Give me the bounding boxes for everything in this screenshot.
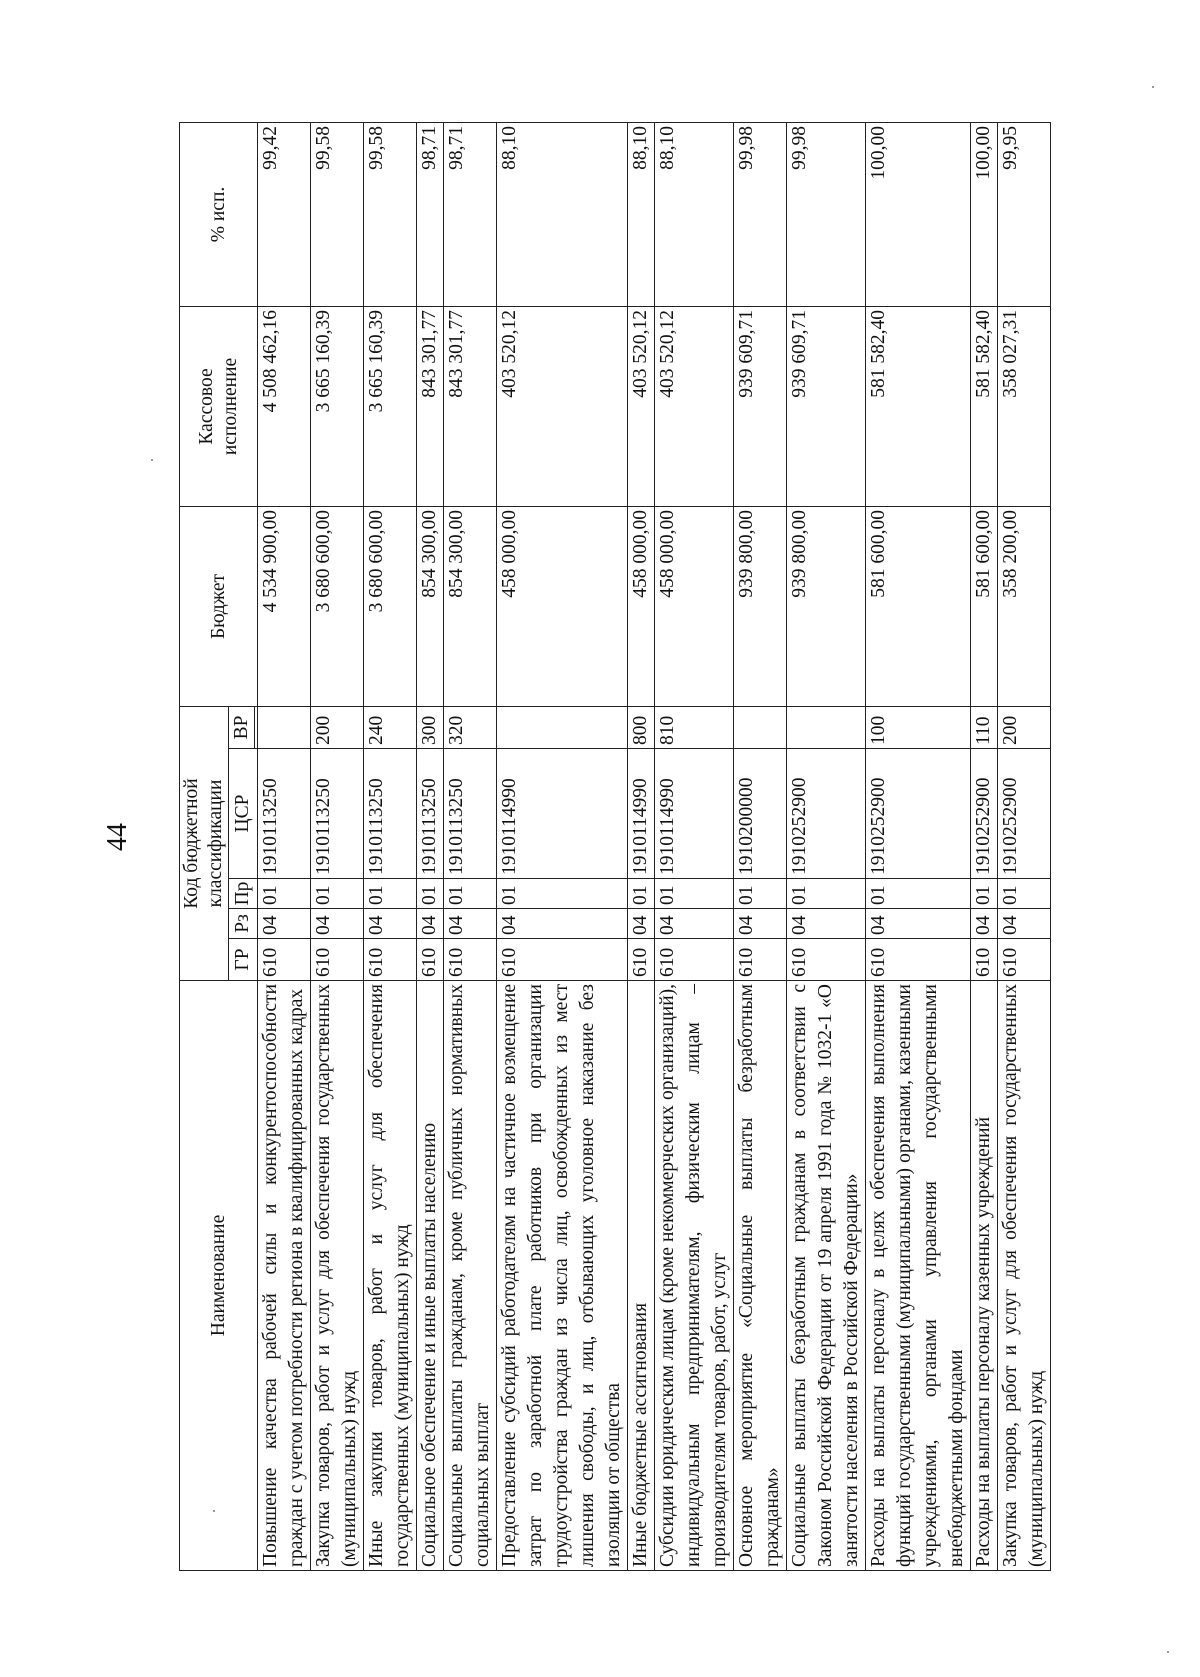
cell-percent: 99,98 [787,122,866,306]
cell-rz: 04 [787,909,866,939]
cell-name: Предоставление субсидий работодателям на частичное возмещение затрат по заработной плате работников при организации трудоустройства граждан из числа лиц, освобожденных из мест лишения свободы, и лиц, отбывающих уголовное наказание без изоляции от общества [497,981,628,1571]
table-row [787,122,866,1570]
cell-gr: 610 [258,939,311,981]
cell-rz: 04 [971,909,998,939]
table-row [734,122,787,1570]
cell-gr: 610 [628,939,655,981]
cell-vr: 110 [971,706,998,748]
cell-gr: 610 [497,939,628,981]
cell-budget: 581 600,00 [866,506,971,706]
cell-cash: 403 520,12 [655,306,734,506]
cell-name: Социальное обеспечение и иные выплаты населению [417,981,444,1571]
cell-rz: 04 [866,909,971,939]
cell-vr: 800 [628,706,655,748]
cell-pr: 01 [258,879,311,909]
cell-cash: 3 665 160,39 [311,306,364,506]
cell-budget: 939 800,00 [734,506,787,706]
cell-percent: 88,10 [497,122,628,306]
cell-rz: 04 [497,909,628,939]
cell-rz: 04 [655,909,734,939]
cell-pr: 01 [998,879,1051,909]
cell-gr: 610 [866,939,971,981]
cell-budget: 581 600,00 [971,506,998,706]
cell-rz: 04 [258,909,311,939]
cell-cash: 358 027,31 [998,306,1051,506]
cell-percent: 99,95 [998,122,1051,306]
cell-vr: 320 [444,706,497,748]
cell-gr: 610 [364,939,417,981]
cell-pr: 01 [655,879,734,909]
cell-budget: 458 000,00 [655,506,734,706]
cell-cash: 843 301,77 [444,306,497,506]
cell-csr: 1910113250 [258,749,311,879]
cell-budget: 4 534 900,00 [258,506,311,706]
cell-budget: 3 680 600,00 [364,506,417,706]
cell-vr: 200 [311,706,364,748]
cell-budget: 3 680 600,00 [311,506,364,706]
cell-cash: 4 508 462,16 [258,306,311,506]
table-row [364,122,417,1570]
cell-csr: 1910114990 [497,749,628,879]
header-pr: Пр [229,879,258,909]
cell-vr [734,706,787,748]
cell-rz: 04 [628,909,655,939]
cell-pr: 01 [444,879,497,909]
cell-gr: 610 [655,939,734,981]
header-gr: ГР [229,939,258,981]
scan-speck [1152,86,1154,88]
cell-name: Социальные выплаты безработным гражданам в соответствии с Законом Российской Федерации от 19 апреля 1991 года № 1032-1 «О занятости населения в Российской Федерации» [787,981,866,1571]
scan-speck [151,459,153,461]
cell-csr: 1910114990 [655,749,734,879]
cell-percent: 88,10 [628,122,655,306]
table-row [417,122,444,1570]
header-csr: ЦСР [229,749,258,879]
cell-rz: 04 [417,909,444,939]
cell-csr: 1910252900 [787,749,866,879]
cell-pr: 01 [866,879,971,909]
header-cash: Кассовое исполнение [180,306,258,506]
cell-vr: 810 [655,706,734,748]
table-row [866,122,971,1570]
cell-pr: 01 [628,879,655,909]
cell-cash: 3 665 160,39 [364,306,417,506]
cell-pr: 01 [364,879,417,909]
cell-cash: 403 520,12 [497,306,628,506]
cell-csr: 1910113250 [444,749,497,879]
cell-vr [497,706,628,748]
cell-vr: 100 [866,706,971,748]
cell-pr: 01 [311,879,364,909]
cell-pr: 01 [971,879,998,909]
cell-gr: 610 [734,939,787,981]
cell-csr: 1910252900 [998,749,1051,879]
cell-vr: 200 [998,706,1051,748]
cell-cash: 843 301,77 [417,306,444,506]
table-row [655,122,734,1570]
cell-pr: 01 [734,879,787,909]
cell-percent: 99,98 [734,122,787,306]
cell-rz: 04 [998,909,1051,939]
cell-budget: 358 200,00 [998,506,1051,706]
table-body [258,122,1051,1570]
cell-cash: 581 582,40 [971,306,998,506]
cell-gr: 610 [417,939,444,981]
cell-csr: 1910200000 [734,749,787,879]
cell-csr: 1910252900 [971,749,998,879]
cell-csr: 1910113250 [417,749,444,879]
header-name: Наименование [180,981,258,1571]
table-row [497,122,628,1570]
cell-gr: 610 [787,939,866,981]
cell-name: Основное мероприятие «Социальные выплаты безработным гражданам» [734,981,787,1571]
cell-rz: 04 [311,909,364,939]
table-row [628,122,655,1570]
header-code-group: Код бюджетной классификации [180,706,229,980]
cell-vr [787,706,866,748]
cell-gr: 610 [311,939,364,981]
scan-speck [1167,1651,1169,1653]
cell-cash: 581 582,40 [866,306,971,506]
cell-name: Иные бюджетные ассигнования [628,981,655,1571]
cell-rz: 04 [364,909,417,939]
cell-budget: 854 300,00 [417,506,444,706]
cell-csr: 1910252900 [866,749,971,879]
cell-percent: 99,58 [364,122,417,306]
header-rz: Рз [229,909,258,939]
cell-name: Повышение качества рабочей силы и конкурентоспособности граждан с учетом потребности региона в квалифицированных кадрах [258,981,311,1571]
cell-budget: 458 000,00 [497,506,628,706]
cell-budget: 939 800,00 [787,506,866,706]
cell-name: Иные закупки товаров, работ и услуг для обеспечения государственных (муниципальных) нужд [364,981,417,1571]
cell-budget: 458 000,00 [628,506,655,706]
cell-pr: 01 [497,879,628,909]
cell-percent: 98,71 [417,122,444,306]
header-vr: ВР [229,706,255,748]
table-row [998,122,1051,1570]
cell-name: Закупка товаров, работ и услуг для обеспечения государственных (муниципальных) нужд [998,981,1051,1571]
header-budget: Бюджет [180,506,258,706]
cell-percent: 88,10 [655,122,734,306]
cell-pr: 01 [417,879,444,909]
cell-name: Субсидии юридическим лицам (кроме некоммерческих организаций), индивидуальным предпринимателям, физическим лицам – производителям товаров, работ, услуг [655,981,734,1571]
rotated-table-container [179,123,1049,1571]
budget-table [179,122,1051,1571]
cell-cash: 939 609,71 [734,306,787,506]
cell-budget: 854 300,00 [444,506,497,706]
table-row [311,122,364,1570]
cell-cash: 939 609,71 [787,306,866,506]
cell-percent: 99,58 [311,122,364,306]
cell-rz: 04 [444,909,497,939]
cell-gr: 610 [998,939,1051,981]
cell-name: Расходы на выплаты персоналу в целях обеспечения выполнения функций государственными (муниципальными) органами, казенными учреждениями, органами управления государственными внебюджетными фондами [866,981,971,1571]
table-row [444,122,497,1570]
cell-vr [258,706,311,748]
cell-name: Социальные выплаты гражданам, кроме публичных нормативных социальных выплат [444,981,497,1571]
cell-rz: 04 [734,909,787,939]
cell-cash: 403 520,12 [628,306,655,506]
cell-name: Закупка товаров, работ и услуг для обеспечения государственных (муниципальных) нужд [311,981,364,1571]
cell-csr: 1910113250 [364,749,417,879]
cell-percent: 98,71 [444,122,497,306]
cell-csr: 1910113250 [311,749,364,879]
cell-name: Расходы на выплаты персоналу казенных учреждений [971,981,998,1571]
cell-gr: 610 [444,939,497,981]
cell-gr: 610 [971,939,998,981]
cell-vr: 300 [417,706,444,748]
cell-percent: 100,00 [971,122,998,306]
table-row [258,122,311,1570]
header-percent: % исп. [180,122,258,306]
cell-percent: 100,00 [866,122,971,306]
table-row [971,122,998,1570]
cell-percent: 99,42 [258,122,311,306]
cell-csr: 1910114990 [628,749,655,879]
page-number: 44 [102,823,133,851]
cell-pr: 01 [787,879,866,909]
cell-vr: 240 [364,706,417,748]
